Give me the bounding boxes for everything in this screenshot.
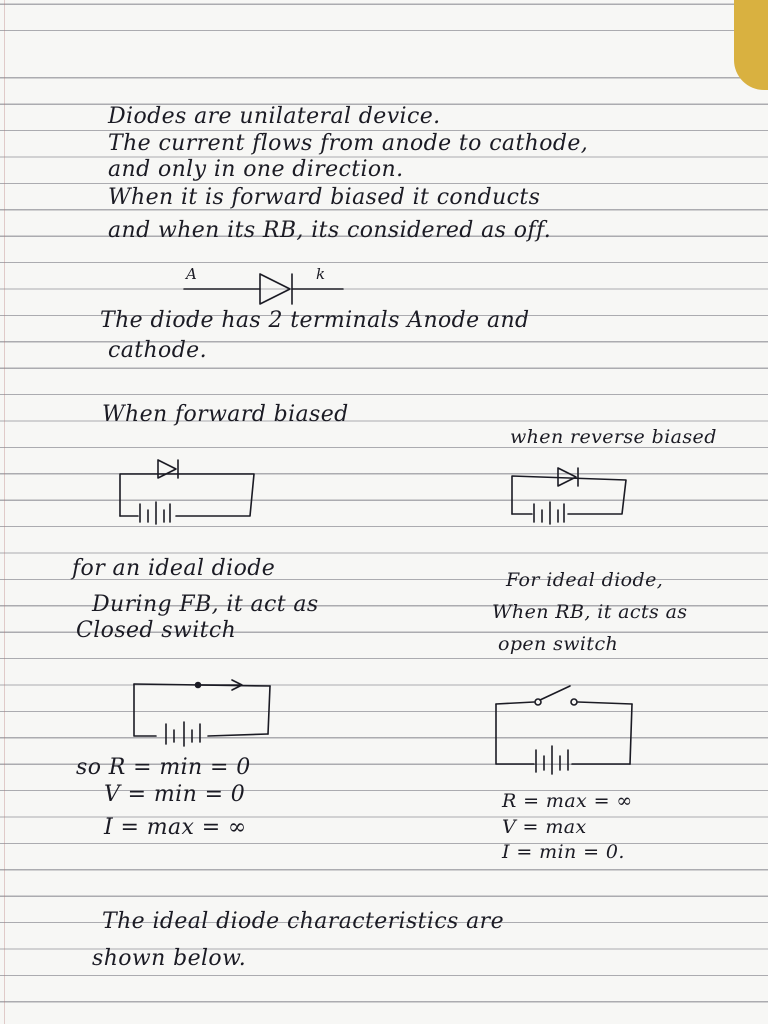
fb-voltage: V = min = 0 xyxy=(104,782,246,807)
ideal-fb-line-2: During FB, it act as xyxy=(92,592,319,617)
ideal-fb-line-3: Closed switch xyxy=(76,618,237,643)
note-line-7: cathode. xyxy=(108,338,207,363)
notebook-cover-corner xyxy=(734,0,768,90)
open-switch-circuit-sketch xyxy=(490,680,640,776)
note-line-5: and when its RB, its considered as off. xyxy=(108,218,552,243)
anode-label: A xyxy=(186,265,198,283)
note-line-3: and only in one direction. xyxy=(108,157,404,182)
rb-voltage: V = max xyxy=(502,816,587,838)
note-line-9: shown below. xyxy=(92,946,247,971)
reverse-bias-heading: when reverse biased xyxy=(510,426,717,448)
rb-resistance: R = max = ∞ xyxy=(502,790,633,812)
note-line-8: The ideal diode characteristics are xyxy=(102,909,504,934)
page-margin-line xyxy=(4,0,5,1024)
note-line-2: The current flows from anode to cathode, xyxy=(108,131,589,156)
closed-switch-circuit-sketch xyxy=(128,676,278,748)
forward-bias-heading: When forward biased xyxy=(102,402,349,427)
fb-current: I = max = ∞ xyxy=(104,815,247,840)
note-line-6: The diode has 2 terminals Anode and xyxy=(100,308,530,333)
ideal-rb-line-1: For ideal diode, xyxy=(506,569,664,591)
ideal-rb-line-2: When RB, it acts as xyxy=(492,601,688,623)
note-line-4: When it is forward biased it conducts xyxy=(108,185,541,210)
reverse-bias-circuit-sketch xyxy=(506,462,636,526)
ideal-fb-line-1: for an ideal diode xyxy=(72,556,276,581)
fb-resistance: so R = min = 0 xyxy=(76,755,251,780)
cathode-label: k xyxy=(316,265,326,283)
note-line-1: Diodes are unilateral device. xyxy=(108,104,441,129)
forward-bias-circuit-sketch xyxy=(114,452,264,524)
rb-current: I = min = 0. xyxy=(502,841,625,863)
diode-symbol-sketch xyxy=(178,268,348,308)
ideal-rb-line-3: open switch xyxy=(498,633,619,655)
